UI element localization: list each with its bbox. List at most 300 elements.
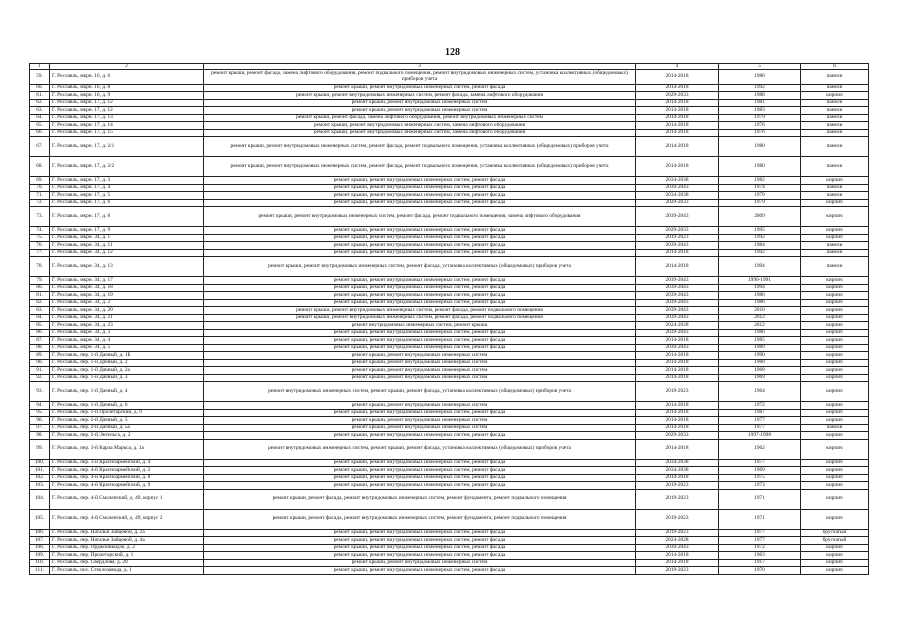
table-row xyxy=(30,509,869,529)
build-year-cell: 1980 xyxy=(719,157,801,177)
repair-period-cell: 2014-2018 xyxy=(636,114,719,122)
wall-material-cell: кирпич xyxy=(801,177,869,185)
row-number: 74. xyxy=(30,227,50,235)
works-cell: ремонт крыши, ремонт внутридомовых инженерных систем xyxy=(204,374,636,382)
wall-material-cell: кирпич xyxy=(801,322,869,330)
build-year-cell: 1975 xyxy=(719,474,801,482)
repair-period-cell: 2019-2023 xyxy=(636,234,719,242)
works-cell: ремонт крыши, ремонт внутридомовых инженерных систем, ремонт фасада xyxy=(204,177,636,185)
works-cell: ремонт крыши, ремонт внутридомовых инженерных систем, ремонт фасада xyxy=(204,234,636,242)
wall-material-cell: кирпич xyxy=(801,459,869,467)
row-number: 105. xyxy=(30,509,50,529)
wall-material-cell: кирпич xyxy=(801,409,869,417)
table-row xyxy=(30,424,869,432)
works-cell: ремонт крыши, ремонт внутридомовых инженерных систем, замена лифтового оборудования xyxy=(204,122,636,130)
works-cell: ремонт крыши, ремонт внутридомовых инженерных систем, ремонт фасада xyxy=(204,284,636,292)
row-number: 94. xyxy=(30,402,50,410)
works-cell: ремонт крыши, ремонт внутридомовых инженерных систем, ремонт фасада xyxy=(204,299,636,307)
table-row xyxy=(30,314,869,322)
table-row xyxy=(30,439,869,459)
wall-material-cell: панели xyxy=(801,122,869,130)
table-row xyxy=(30,474,869,482)
works-cell: ремонт крыши, ремонт фасада, замена лифтового оборудования, ремонт внутридомовых инженерных систем xyxy=(204,114,636,122)
repair-period-cell: 2039-2043 xyxy=(636,329,719,337)
row-number: 82. xyxy=(30,299,50,307)
table-row xyxy=(30,234,869,242)
row-number: 108. xyxy=(30,544,50,552)
build-year-cell: 1986 xyxy=(719,329,801,337)
row-number: 92. xyxy=(30,374,50,382)
repair-period-cell: 2039-2043 xyxy=(636,207,719,227)
repair-period-cell: 2014-2018 xyxy=(636,337,719,345)
table-row xyxy=(30,417,869,425)
works-cell: ремонт крыши, ремонт внутридомовых инженерных систем, ремонт фасада, ремонт подвального помещения xyxy=(204,307,636,315)
build-year-cell: 1976 xyxy=(719,122,801,130)
address-cell: Г. Рославль, пер. 4-й Смоленский, д. 49, корпус 2 xyxy=(50,509,204,529)
build-year-cell: 1992 xyxy=(719,84,801,92)
row-number: 66. xyxy=(30,129,50,137)
wall-material-cell: панели xyxy=(801,129,869,137)
build-year-cell: 1979 xyxy=(719,192,801,200)
address-cell: Г. Рославль, пер. Орджоникидзе, д. 2 xyxy=(50,544,204,552)
table-row xyxy=(30,122,869,130)
row-number: 91. xyxy=(30,367,50,375)
address-cell: Г. Рославль, пер. 1-й Дачный, д. 2а xyxy=(50,367,204,375)
wall-material-cell: кирпич xyxy=(801,207,869,227)
wall-material-cell: кирпич xyxy=(801,299,869,307)
row-number: 71. xyxy=(30,192,50,200)
wall-material-cell: кирпич xyxy=(801,227,869,235)
wall-material-cell: панели xyxy=(801,137,869,157)
row-number: 69. xyxy=(30,177,50,185)
build-year-cell: 1964 xyxy=(719,382,801,402)
wall-material-cell: панели xyxy=(801,249,869,257)
column-header: 4 xyxy=(636,64,719,70)
row-number: 99. xyxy=(30,439,50,459)
table-row xyxy=(30,352,869,360)
row-number: 70. xyxy=(30,184,50,192)
wall-material-cell: кирпич xyxy=(801,544,869,552)
row-number: 72. xyxy=(30,199,50,207)
row-number: 96. xyxy=(30,417,50,425)
wall-material-cell: кирпич xyxy=(801,234,869,242)
wall-material-cell: панели xyxy=(801,192,869,200)
repair-period-cell: 2019-2023 xyxy=(636,489,719,509)
build-year-cell: 1962 xyxy=(719,439,801,459)
repair-period-cell: 2014-2018 xyxy=(636,474,719,482)
address-cell: Г. Рославль, мкрн. 34, д. 5 xyxy=(50,344,204,352)
wall-material-cell: кирпич xyxy=(801,432,869,440)
wall-material-cell: кирпич xyxy=(801,367,869,375)
build-year-cell: 1979 xyxy=(719,114,801,122)
repair-period-cell: 2014-2018 xyxy=(636,424,719,432)
build-year-cell: 1984 xyxy=(719,242,801,250)
repair-period-cell: 2014-2018 xyxy=(636,249,719,257)
repair-period-cell: 2014-2018 xyxy=(636,359,719,367)
address-cell: Г. Рославль, пер. 2-й Энгельса, д. 2 xyxy=(50,432,204,440)
row-number: 107. xyxy=(30,537,50,545)
build-year-cell: 1963 xyxy=(719,552,801,560)
address-cell: Г. Рославль, мкрн. 34, д. 20 xyxy=(50,307,204,315)
repair-period-cell: 2039-2043 xyxy=(636,299,719,307)
build-year-cell: 1994 xyxy=(719,257,801,277)
address-cell: Г. Рославль, мкрн. 34, д. 12 xyxy=(50,249,204,257)
address-cell: Г. Рославль, пер. 1-й Дачный, д. 1Б xyxy=(50,352,204,360)
works-cell: ремонт крыши, ремонт внутридомовых инженерных систем, ремонт фасада xyxy=(204,537,636,545)
address-cell: Г. Рославль, мкрн. 34, д. 2 xyxy=(50,299,204,307)
address-cell: Г. Рославль, пос. Стеклозавода, д. 1 xyxy=(50,567,204,575)
repair-period-cell: 2019-2023 xyxy=(636,567,719,575)
row-number: 106. xyxy=(30,529,50,537)
table-row xyxy=(30,359,869,367)
works-cell: ремонт крыши, ремонт внутридомовых инженерных систем, ремонт фасада xyxy=(204,192,636,200)
wall-material-cell: кирпич xyxy=(801,277,869,285)
works-cell: ремонт крыши, ремонт внутридомовых инженерных систем, ремонт фасада xyxy=(204,432,636,440)
build-year-cell: 1976 xyxy=(719,129,801,137)
works-cell: ремонт крыши, ремонт внутридомовых инженерных систем, ремонт фасада xyxy=(204,344,636,352)
wall-material-cell: кирпич xyxy=(801,509,869,529)
works-cell: ремонт крыши, ремонт внутридомовых инженерных систем, ремонт фасада, ремонт подвального помещения xyxy=(204,314,636,322)
table-row xyxy=(30,482,869,490)
repair-period-cell: 2039-2043 xyxy=(636,184,719,192)
row-number: 68. xyxy=(30,157,50,177)
works-cell: ремонт крыши, ремонт внутридомовых инженерных систем xyxy=(204,402,636,410)
row-number: 64. xyxy=(30,114,50,122)
address-cell: Г. Рославль, мкрн. 17, д. 15 xyxy=(50,129,204,137)
address-cell: Г. Рославль, мкрн. 17, д. 9 xyxy=(50,227,204,235)
wall-material-cell: брусчатый xyxy=(801,537,869,545)
repair-period-cell: 2014-2018 xyxy=(636,417,719,425)
address-cell: Г. Рославль, мкрн. 34, д. 13 xyxy=(50,257,204,277)
row-number: 100. xyxy=(30,459,50,467)
works-cell: ремонт крыши, ремонт внутридомовых инженерных систем xyxy=(204,99,636,107)
works-cell: ремонт крыши, ремонт внутридомовых инженерных систем, ремонт фасада xyxy=(204,409,636,417)
table-row xyxy=(30,70,869,85)
build-year-cell: 1972 xyxy=(719,402,801,410)
works-cell: ремонт крыши, ремонт внутридомовых инженерных систем, ремонт фасада xyxy=(204,474,636,482)
repair-period-cell: 2019-2023 xyxy=(636,509,719,529)
row-number: 88. xyxy=(30,344,50,352)
table-row xyxy=(30,192,869,200)
address-cell: Г. Рославль, пер. 4-й Красноармейский, д. 8 xyxy=(50,474,204,482)
address-cell: Г. Рославль, пер. Свердлова, д. 20 xyxy=(50,559,204,567)
row-number: 83. xyxy=(30,307,50,315)
wall-material-cell: панели xyxy=(801,70,869,85)
table-row xyxy=(30,292,869,300)
repair-period-cell: 2014-2018 xyxy=(636,137,719,157)
address-cell: Г. Рославль, мкрн. 17, д. 2/2 xyxy=(50,157,204,177)
repair-period-cell: 2034-2038 xyxy=(636,459,719,467)
repair-period-cell: 2014-2018 xyxy=(636,99,719,107)
address-cell: Г. Рославль, пер. 3-й Карла Маркса, д. 1а xyxy=(50,439,204,459)
repair-period-cell: 2029-2033 xyxy=(636,227,719,235)
row-number: 90. xyxy=(30,359,50,367)
wall-material-cell: панели xyxy=(801,157,869,177)
row-number: 81. xyxy=(30,292,50,300)
repair-period-cell: 2034-2038 xyxy=(636,192,719,200)
address-cell: Г. Рославль, пер. 4-й Смоленский, д. 49, корпус 1 xyxy=(50,489,204,509)
wall-material-cell: панели xyxy=(801,107,869,115)
works-cell: ремонт крыши, ремонт внутридомовых инженерных систем, ремонт фасада xyxy=(204,199,636,207)
repair-period-cell: 2039-2043 xyxy=(636,344,719,352)
row-number: 63. xyxy=(30,107,50,115)
build-year-cell: 1973 xyxy=(719,482,801,490)
row-number: 84. xyxy=(30,314,50,322)
table-row xyxy=(30,402,869,410)
wall-material-cell: кирпич xyxy=(801,439,869,459)
wall-material-cell: кирпич xyxy=(801,559,869,567)
table-row xyxy=(30,99,869,107)
address-cell: Г. Рославль, мкрн. 34, д. 21 xyxy=(50,314,204,322)
repair-period-cell: 2029-2033 xyxy=(636,199,719,207)
table-row xyxy=(30,344,869,352)
wall-material-cell: кирпич xyxy=(801,402,869,410)
table-row xyxy=(30,552,869,560)
build-year-cell: 1989 xyxy=(719,344,801,352)
works-cell: ремонт крыши, ремонт внутридомовых инженерных систем, ремонт фасада, ремонт подвального помещения, замена лифтового оборудования xyxy=(204,207,636,227)
works-cell: ремонт крыши, ремонт внутридомовых инженерных систем, ремонт фасада, установка коллективных (общедомовых) приборов учета xyxy=(204,257,636,277)
wall-material-cell: панели xyxy=(801,114,869,122)
wall-material-cell: кирпич xyxy=(801,199,869,207)
repair-period-cell: 2039-2043 xyxy=(636,292,719,300)
build-year-cell: 1986 xyxy=(719,299,801,307)
row-number: 103. xyxy=(30,482,50,490)
address-cell: Г. Рославль, мкрн. 17, д. 13 xyxy=(50,114,204,122)
works-cell: ремонт крыши, ремонт внутридомовых инженерных систем, ремонт фасада xyxy=(204,567,636,575)
build-year-cell: 1977 xyxy=(719,424,801,432)
table-row xyxy=(30,227,869,235)
repair-period-cell: 2019-2023 xyxy=(636,529,719,537)
build-year-cell: 1969 xyxy=(719,374,801,382)
address-cell: Г. Рославль, мкрн. 17, д. 12 xyxy=(50,107,204,115)
row-number: 87. xyxy=(30,337,50,345)
wall-material-cell: кирпич xyxy=(801,329,869,337)
address-cell: Г. Рославль, пер. Натальи Зайцевой, д. 2а xyxy=(50,529,204,537)
works-cell: ремонт крыши, ремонт внутридомовых инженерных систем, ремонт фасада, ремонт подвального помещения, установка коллективных (общедомовых) приборов учета xyxy=(204,137,636,157)
works-cell: ремонт крыши, ремонт внутридомовых инженерных систем xyxy=(204,424,636,432)
build-year-cell: 1988 xyxy=(719,92,801,100)
table-row xyxy=(30,107,869,115)
build-year-cell: 1971 xyxy=(719,489,801,509)
build-year-cell: 1972 xyxy=(719,544,801,552)
repair-period-cell: 2014-2018 xyxy=(636,257,719,277)
table-row xyxy=(30,129,869,137)
works-cell: ремонт внутридомовых инженерных систем, ремонт крыши xyxy=(204,322,636,330)
row-number: 75. xyxy=(30,234,50,242)
wall-material-cell: панели xyxy=(801,424,869,432)
build-year-cell: 1983 xyxy=(719,107,801,115)
works-cell: ремонт крыши, ремонт внутридомовых инженерных систем, ремонт фасада xyxy=(204,482,636,490)
build-year-cell: 2012 xyxy=(719,322,801,330)
works-cell: ремонт крыши, ремонт внутридомовых инженерных систем, ремонт фасада xyxy=(204,227,636,235)
repair-period-cell: 2014-2018 xyxy=(636,409,719,417)
build-year-cell: 1968 xyxy=(719,359,801,367)
build-year-cell: 1986 xyxy=(719,70,801,85)
table-row xyxy=(30,137,869,157)
wall-material-cell: панели xyxy=(801,242,869,250)
table-row xyxy=(30,322,869,330)
row-number: 93. xyxy=(30,382,50,402)
works-cell: ремонт крыши, ремонт внутридомовых инженерных систем, ремонт фасада xyxy=(204,529,636,537)
column-header: 6 xyxy=(801,64,869,70)
wall-material-cell: кирпич xyxy=(801,314,869,322)
works-cell: ремонт крыши, ремонт внутридомовых инженерных систем, ремонт фасада xyxy=(204,329,636,337)
table-row xyxy=(30,537,869,545)
works-cell: ремонт внутридомовых инженерных систем, ремонт крыши, ремонт фасада, установка коллективных (общедомовых) приборов учета xyxy=(204,439,636,459)
address-cell: Г. Рославль, мкрн. 34, д. 23 xyxy=(50,322,204,330)
row-number: 95. xyxy=(30,409,50,417)
works-cell: ремонт крыши, ремонт внутридомовых инженерных систем, ремонт фасада xyxy=(204,242,636,250)
repair-period-cell: 2014-2018 xyxy=(636,122,719,130)
row-number: 98. xyxy=(30,432,50,440)
repair-period-cell: 2014-2018 xyxy=(636,374,719,382)
works-cell: ремонт крыши, ремонт внутридомовых инженерных систем, ремонт фасада xyxy=(204,292,636,300)
build-year-cell: 2010 xyxy=(719,307,801,315)
table-row xyxy=(30,409,869,417)
table-row xyxy=(30,207,869,227)
row-number: 73. xyxy=(30,207,50,227)
address-cell: Г. Рославль, пер. 1-й Дачный, д. 6 xyxy=(50,402,204,410)
address-cell: Г. Рославль, мкрн. 17, д. 5 xyxy=(50,192,204,200)
row-number: 77. xyxy=(30,249,50,257)
table-row xyxy=(30,382,869,402)
table-row xyxy=(30,84,869,92)
wall-material-cell: кирпич xyxy=(801,489,869,509)
works-cell: ремонт крыши, ремонт внутридомовых инженерных систем, замена лифтового оборудования xyxy=(204,129,636,137)
address-cell: Г. Рославль, пер. 3-й Красноармейский, д. 4 xyxy=(50,459,204,467)
address-cell: Г. Рославль, пер. 2-й Дачный, д. 5а xyxy=(50,424,204,432)
address-cell: Г. Рославль, пер. 1-й Дачный, д. 3 xyxy=(50,374,204,382)
address-cell: Г. Рославль, пер. 1-й Пролетарский, д. 9 xyxy=(50,409,204,417)
address-cell: Г. Рославль, мкрн. 16, д. 8 xyxy=(50,84,204,92)
table-row xyxy=(30,177,869,185)
table-row xyxy=(30,544,869,552)
wall-material-cell: панели xyxy=(801,99,869,107)
row-number: 102. xyxy=(30,474,50,482)
wall-material-cell: кирпич xyxy=(801,482,869,490)
build-year-cell: 1977 xyxy=(719,537,801,545)
repair-period-cell: 2029-2033 xyxy=(636,432,719,440)
table-row xyxy=(30,567,869,575)
repair-period-cell: 2014-2018 xyxy=(636,367,719,375)
buildings-table xyxy=(29,63,869,575)
table-row xyxy=(30,459,869,467)
works-cell: ремонт крыши, ремонт внутридомовых инженерных систем, ремонт фасада xyxy=(204,467,636,475)
repair-period-cell: 2024-2028 xyxy=(636,322,719,330)
build-year-cell: 1990-1991 xyxy=(719,277,801,285)
row-number: 65. xyxy=(30,122,50,130)
row-number: 79. xyxy=(30,277,50,285)
repair-period-cell: 2014-2018 xyxy=(636,84,719,92)
table-row xyxy=(30,249,869,257)
build-year-cell: 1994 xyxy=(719,284,801,292)
address-cell: Г. Рославль, мкрн. 34, д. 1 xyxy=(50,234,204,242)
row-number: 80. xyxy=(30,284,50,292)
wall-material-cell: кирпич xyxy=(801,307,869,315)
build-year-cell: 2012 xyxy=(719,314,801,322)
build-year-cell: 1997-1998 xyxy=(719,432,801,440)
build-year-cell: 1995 xyxy=(719,227,801,235)
wall-material-cell: панели xyxy=(801,257,869,277)
wall-material-cell: кирпич xyxy=(801,352,869,360)
table-row xyxy=(30,199,869,207)
row-number: 60. xyxy=(30,84,50,92)
repair-period-cell: 2034-2038 xyxy=(636,177,719,185)
works-cell: ремонт крыши, ремонт внутридомовых инженерных систем xyxy=(204,352,636,360)
row-number: 89. xyxy=(30,352,50,360)
table-row xyxy=(30,277,869,285)
works-cell: ремонт крыши, ремонт фасада, замена лифтового оборудования, ремонт подвального помещения, ремонт внутридомовых инженерных систем, установка коллективных (общедомовых) приборов учета xyxy=(204,70,636,85)
address-cell: Г. Рославль, мкрн. 34, д. 4 xyxy=(50,337,204,345)
row-number: 101. xyxy=(30,467,50,475)
repair-period-cell: 2039-2043 xyxy=(636,307,719,315)
address-cell: Г. Рославль, мкрн. 34, д. 3 xyxy=(50,329,204,337)
page-number: 128 xyxy=(445,47,460,58)
row-number: 104. xyxy=(30,489,50,509)
works-cell: ремонт крыши, ремонт фасада, ремонт внутридомовых инженерных систем, ремонт фундамента, ремонт подвального помещения xyxy=(204,489,636,509)
repair-period-cell: 2014-2018 xyxy=(636,552,719,560)
table-row xyxy=(30,307,869,315)
address-cell: Г. Рославль, пер. 4-й Красноармейский, д. 9 xyxy=(50,482,204,490)
address-cell: Г. Рославль, мкрн. 17, д. 8 xyxy=(50,207,204,227)
table-row xyxy=(30,559,869,567)
repair-period-cell: 2014-2018 xyxy=(636,439,719,459)
build-year-cell: 1982 xyxy=(719,177,801,185)
row-number: 76. xyxy=(30,242,50,250)
repair-period-cell: 2014-2018 xyxy=(636,129,719,137)
repair-period-cell: 2014-2018 xyxy=(636,157,719,177)
table-row xyxy=(30,299,869,307)
works-cell: ремонт крыши, ремонт внутридомовых инженерных систем xyxy=(204,417,636,425)
wall-material-cell: кирпич xyxy=(801,284,869,292)
repair-period-cell: 2039-2043 xyxy=(636,242,719,250)
address-cell: Г. Рославль, пер. 4-й Красноармейский, д. 2 xyxy=(50,467,204,475)
works-cell: ремонт крыши, ремонт внутридомовых инженерных систем, ремонт фасада, замена лифтового оборудования xyxy=(204,92,636,100)
build-year-cell: 1969 xyxy=(719,467,801,475)
row-number: 59. xyxy=(30,70,50,85)
row-number: 86. xyxy=(30,329,50,337)
address-cell: Г. Рославль, мкрн. 34, д. 11 xyxy=(50,242,204,250)
wall-material-cell: кирпич xyxy=(801,359,869,367)
row-number: 62. xyxy=(30,99,50,107)
build-year-cell: 1985 xyxy=(719,337,801,345)
build-year-cell: 1980 xyxy=(719,137,801,157)
repair-period-cell: 2014-2018 xyxy=(636,402,719,410)
build-year-cell: 1986 xyxy=(719,292,801,300)
wall-material-cell: кирпич xyxy=(801,467,869,475)
wall-material-cell: панели xyxy=(801,84,869,92)
address-cell: Г. Рославль, мкрн. 34, д. 18 xyxy=(50,284,204,292)
wall-material-cell: кирпич xyxy=(801,337,869,345)
wall-material-cell: кирпич xyxy=(801,382,869,402)
build-year-cell: 2009 xyxy=(719,207,801,227)
wall-material-cell: панели xyxy=(801,184,869,192)
address-cell: Г. Рославль, пер. 2-й Дачный, д. 5 xyxy=(50,417,204,425)
wall-material-cell: кирпич xyxy=(801,374,869,382)
address-cell: Г. Рославль, пер. 1-й Дачный, д. 4 xyxy=(50,382,204,402)
repair-period-cell: 2034-2038 xyxy=(636,467,719,475)
repair-period-cell: 2039-2043 xyxy=(636,314,719,322)
row-number: 85. xyxy=(30,322,50,330)
wall-material-cell: кирпич xyxy=(801,417,869,425)
build-year-cell: 1917 xyxy=(719,559,801,567)
works-cell: ремонт крыши, ремонт внутридомовых инженерных систем, ремонт фасада xyxy=(204,459,636,467)
build-year-cell: 1992 xyxy=(719,234,801,242)
works-cell: ремонт крыши, ремонт внутридомовых инженерных систем, ремонт фасада xyxy=(204,277,636,285)
build-year-cell: 1981 xyxy=(719,99,801,107)
repair-period-cell: 2019-2023 xyxy=(636,482,719,490)
build-year-cell: 1979 xyxy=(719,199,801,207)
